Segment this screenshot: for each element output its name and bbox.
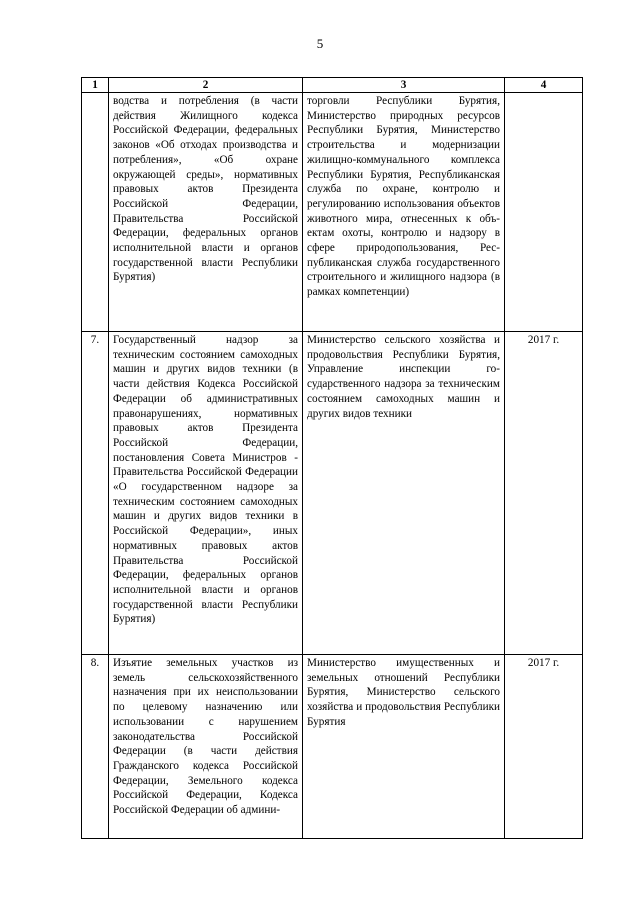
row-number <box>82 93 109 332</box>
column-header-1: 1 <box>82 78 109 93</box>
row-term <box>505 93 583 332</box>
table-header-row <box>82 78 583 93</box>
row-term: 2017 г. <box>505 332 583 655</box>
table-row <box>82 655 583 839</box>
column-header-3: 3 <box>303 78 505 93</box>
row-subject: Изъятие земельных участков из земель сельскохозяйственного назначения при их неиспользовании по целевому назначению или использовании с нарушением законодательства Российской Федерации (в части действия Гражданского кодекса Российской Федерации, Земельного кодекса Российской Федерации, Кодекса Российской Федерации об админи- <box>109 655 303 839</box>
row-executors: торговли Республики Бурятия, Министерство природных ресурсов Республики Бурятия, Министерство строительства и модернизации жилищно-коммунального комплекса Республики Бурятия, Республиканская служба по охране, контролю и регулированию использования объектов животного мира, отнесенных к объектам охоты, контролю и надзору в сфере природопользования, Республиканская служба государственного строительного и жилищного надзора (в рамках компетенции) <box>303 93 505 332</box>
table-row <box>82 93 583 332</box>
row-subject: водства и потребления (в части действия Жилищного кодекса Российской Федерации, федеральных законов «Об отходах производства и потребления», «Об охране окружающей среды», нормативных правовых актов Президента Российской Федерации, Правительства Российской Федерации, федеральных органов исполнительной власти и органов государственной власти Республики Бурятия) <box>109 93 303 332</box>
row-number: 7. <box>82 332 109 655</box>
row-executors: Министерство сельского хозяйства и продовольствия Республики Бурятия, Управление инспекции государственного надзора за техническим состоянием самоходных машин и других видов техники <box>303 332 505 655</box>
table-row <box>82 332 583 655</box>
row-subject: Государственный надзор за техническим состоянием самоходных машин и других видов техники (в части действия Кодекса Российской Федерации об административных правонарушениях, нормативных правовых актов Президента Российской Федерации, постановления Совета Министров - Правительства Российской Федерации «О государственном надзоре за техническим состоянием самоходных машин и других видов техники в Российской Федерации», иных нормативных правовых актов Правительства Российской Федерации, федеральных органов исполнительной власти и органов государственной власти Республики Бурятия) <box>109 332 303 655</box>
measures-table <box>81 77 583 839</box>
page-number: 5 <box>316 36 324 51</box>
column-header-4: 4 <box>505 78 583 93</box>
row-term: 2017 г. <box>505 655 583 839</box>
row-number: 8. <box>82 655 109 839</box>
column-header-2: 2 <box>109 78 303 93</box>
row-executors: Министерство имущественных и земельных отношений Республики Бурятия, Министерство сельского хозяйства и продовольствия Республики Бурятия <box>303 655 505 839</box>
